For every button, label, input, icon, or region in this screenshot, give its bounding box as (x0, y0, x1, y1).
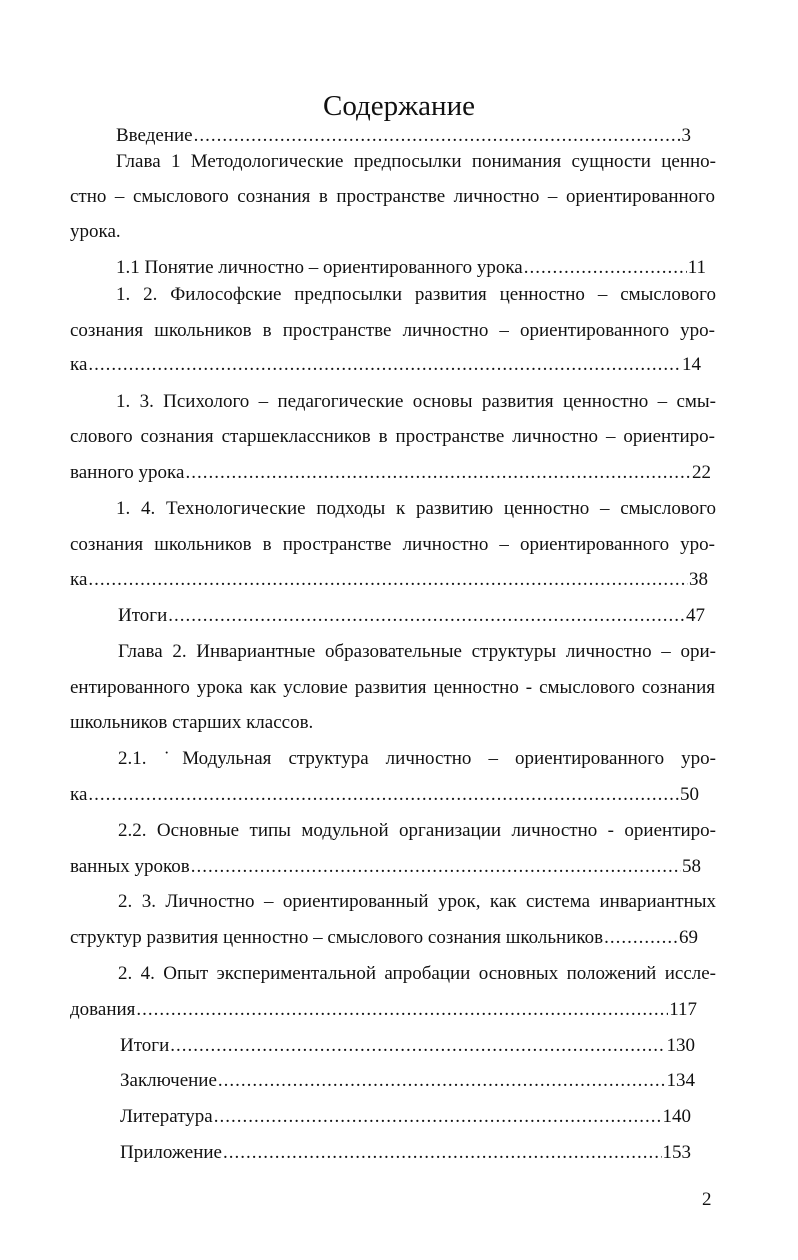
chapter-1-heading-line-3: урока. (70, 221, 121, 242)
toc-label: Заключение (120, 1070, 217, 1091)
toc-entry-1-3-line-3 (70, 461, 711, 485)
toc-page-number: 153 (662, 1142, 691, 1163)
toc-entry-1-4-line-3 (70, 568, 708, 592)
chapter-2-heading-line-1: Глава 2. Инвариантные образовательные структуры личностно – ори- (118, 641, 716, 662)
toc-page-number: 130 (666, 1035, 695, 1056)
toc-entry-1-3-line-2: слового сознания старшеклассников в пространстве личностно – ориентиро- (70, 426, 715, 447)
toc-entry-1-4-line-1: 1. 4. Технологические подходы к развитию ценностно – смыслового (116, 498, 716, 519)
chapter-2-heading-line-2: ентированного урока как условие развития ценностно - смыслового сознания (70, 677, 715, 698)
toc-page-number: 47 (686, 605, 705, 626)
toc-entry-2-2-line-2 (70, 855, 701, 879)
toc-label: ванного урока (70, 462, 185, 483)
toc-page-number: 3 (681, 125, 691, 146)
dot-leader (170, 1034, 665, 1058)
toc-page-number: 14 (682, 354, 701, 375)
toc-label: дования (70, 999, 136, 1020)
toc-label: Введение (116, 125, 193, 146)
toc-label: ванных уроков (70, 856, 190, 877)
toc-entry-2-1-line-2 (70, 783, 699, 807)
dot-leader (168, 604, 685, 628)
dot-leader (191, 855, 681, 879)
toc-label: Итоги (120, 1035, 170, 1056)
toc-page-number: 50 (680, 784, 699, 805)
dot-leader (136, 998, 668, 1022)
toc-page-number: 11 (687, 257, 706, 278)
toc-page-number: 134 (666, 1070, 695, 1091)
toc-entry-appendix (120, 1141, 691, 1165)
toc-entry-1-1 (116, 256, 706, 280)
toc-entry-itogi-1 (118, 604, 705, 628)
toc-entry-itogi-2 (120, 1034, 695, 1058)
toc-entry-literature (120, 1105, 691, 1129)
toc-entry-2-2-line-1: 2.2. Основные типы модульной организации личностно - ориентиро- (118, 820, 716, 841)
dot-leader (88, 353, 681, 377)
toc-page-number: 38 (689, 569, 708, 590)
chapter-1-heading-line-1: Глава 1 Методологические предпосылки понимания сущности ценно- (116, 151, 716, 172)
toc-entry-2-3-line-1: 2. 3. Личностно – ориентированный урок, как система инвариантных (118, 891, 716, 912)
dot-leader (194, 124, 681, 148)
dot-leader (88, 568, 688, 592)
toc-entry-2-1-line-1: 2.1. ˙Модульная структура личностно – ориентированного уро- (118, 748, 716, 769)
toc-entry-1-3-line-1: 1. 3. Психолого – педагогические основы развития ценностно – смы- (116, 391, 716, 412)
dot-leader (524, 256, 687, 280)
toc-page-number: 22 (692, 462, 711, 483)
toc-page-number: 117 (669, 999, 697, 1020)
toc-label: Литература (120, 1106, 213, 1127)
toc-label: ка (70, 784, 88, 805)
toc-entry-conclusion (120, 1069, 695, 1093)
toc-page-number: 140 (662, 1106, 691, 1127)
toc-label: 1.1 Понятие личностно – ориентированного урока (116, 257, 523, 278)
toc-label: структур развития ценностно – смыслового сознания школьников (70, 927, 604, 948)
toc-entry-2-4-line-1: 2. 4. Опыт экспериментальной апробации основных положений иссле- (118, 963, 716, 984)
toc-entry-1-2-line-2: сознания школьников в пространстве личностно – ориентированного уро- (70, 320, 715, 341)
dot-leader (218, 1069, 666, 1093)
toc-entry-2-3-line-2 (70, 926, 698, 950)
dot-leader (604, 926, 678, 950)
chapter-1-heading-line-2: стно – смыслового сознания в пространстве личностно – ориентированного (70, 186, 715, 207)
page-number: 2 (702, 1189, 712, 1210)
toc-entry-1-4-line-2: сознания школьников в пространстве личностно – ориентированного уро- (70, 534, 715, 555)
dot-leader (223, 1141, 662, 1165)
toc-label: ка (70, 354, 88, 375)
toc-label: Приложение (120, 1142, 222, 1163)
toc-entry-2-4-line-2 (70, 998, 697, 1022)
toc-label: ка (70, 569, 88, 590)
toc-entry-intro (116, 124, 691, 148)
dot-leader (88, 783, 679, 807)
page-title: Содержание (323, 90, 475, 122)
chapter-2-heading-line-3: школьников старших классов. (70, 712, 314, 733)
toc-page-number: 69 (679, 927, 698, 948)
dot-leader (214, 1105, 662, 1129)
toc-page-number: 58 (682, 856, 701, 877)
dot-leader (185, 461, 691, 485)
toc-entry-1-2-line-1: 1. 2. Философские предпосылки развития ценностно – смыслового (116, 284, 716, 305)
toc-label: Итоги (118, 605, 168, 626)
toc-entry-1-2-line-3 (70, 353, 701, 377)
